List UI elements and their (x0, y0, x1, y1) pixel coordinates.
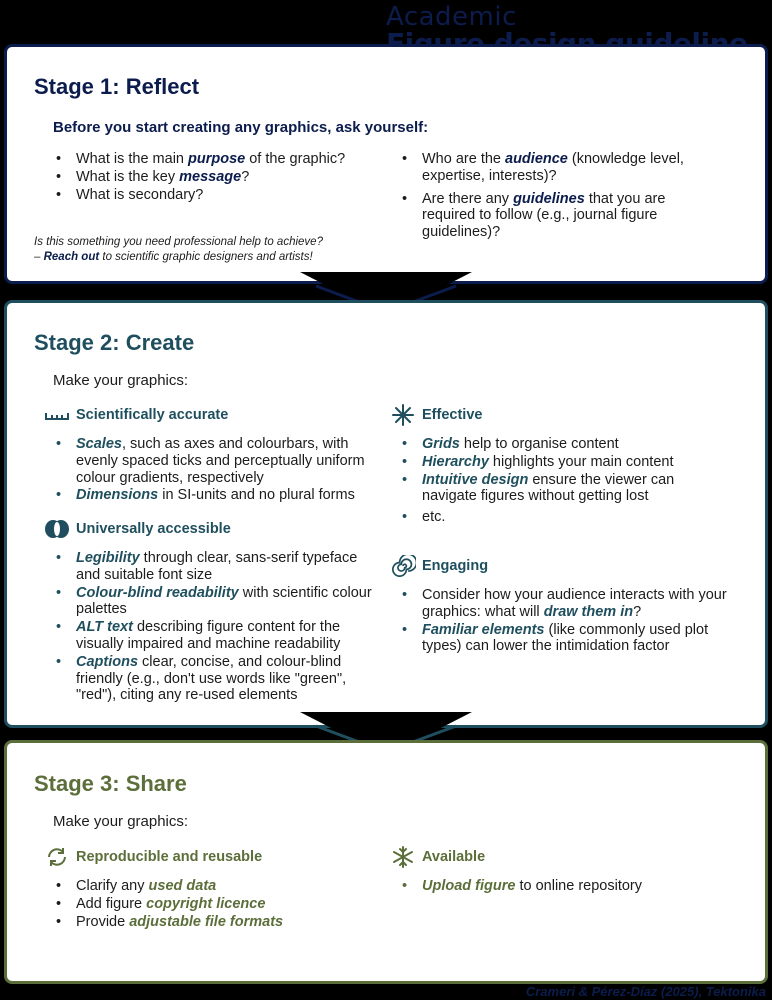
list-item: • Dimensions in SI-units and no plural forms (53, 487, 383, 504)
accessibility-icon (44, 518, 70, 540)
ruler-icon (44, 404, 70, 426)
list-item: • Grids help to organise content (399, 436, 719, 453)
stage3-title: Stage 3: Share (34, 771, 187, 796)
list-item: • Colour-blind readability with scientific colour palettes (53, 585, 383, 619)
snowflake-icon (390, 846, 416, 868)
accessible-heading: Universally accessible (44, 518, 231, 540)
stage3-panel (4, 740, 768, 984)
asterisk-icon (390, 404, 416, 426)
engaging-list (399, 587, 729, 656)
reproducible-heading: Reproducible and reusable (44, 846, 262, 868)
list-item: • Intuitive design ensure the viewer can navigate figures without getting lost (399, 472, 719, 506)
list-item: • Add figure copyright licence (53, 896, 383, 913)
stage1-intro: Before you start creating any graphics, ask yourself: (53, 119, 429, 136)
list-item: • Provide adjustable file formats (53, 914, 383, 931)
list-item: • Legibility through clear, sans-serif typeface and suitable font size (53, 550, 383, 584)
header-academic: Academic (386, 2, 517, 32)
accurate-heading: Scientifically accurate (44, 404, 228, 426)
list-item: • What is the key message? (53, 169, 383, 186)
list-item: • ALT text describing figure content for the visually impaired and machine readability (53, 619, 383, 653)
list-item: • Are there any guidelines that you are required to follow (e.g., journal figure guidelines)? (399, 191, 717, 241)
stage1-left-list (53, 151, 383, 204)
stage2-intro: Make your graphics: (53, 372, 189, 389)
stage1-panel (4, 44, 768, 284)
list-item: • Familiar elements (like commonly used plot types) can lower the intimidation factor (399, 622, 729, 656)
stage1-note: Is this something you need professional help to achieve? – Reach out to scientific graphic designers and artists! (34, 236, 323, 263)
stage2-panel (4, 300, 768, 728)
list-item: • What is secondary? (53, 187, 383, 204)
list-item: • Hierarchy highlights your main content (399, 454, 719, 471)
engaging-heading: Engaging (390, 555, 488, 577)
list-item: • Who are the audience (knowledge level, expertise, interests)? (399, 151, 717, 185)
list-item: • Consider how your audience interacts with your graphics: what will draw them in? (399, 587, 729, 621)
available-heading: Available (390, 846, 485, 868)
stage3-intro: Make your graphics: (53, 813, 189, 830)
stage1-right-list (399, 151, 717, 242)
list-item: • Captions clear, concise, and colour-blind friendly (e.g., don't use words like "green", "red"), citing any re-used elements (53, 654, 383, 704)
list-item: • What is the main purpose of the graphic? (53, 151, 383, 168)
stage2-title: Stage 2: Create (34, 330, 195, 355)
list-item: • Scales, such as axes and colourbars, with evenly spaced ticks and perceptually uniform colour gradients, respectively (53, 436, 383, 486)
spiral-icon (390, 555, 416, 577)
list-item: • Clarify any used data (53, 878, 383, 895)
available-list (399, 878, 719, 896)
list-item: • etc. (399, 509, 719, 526)
reproducible-list (53, 878, 383, 931)
accurate-list (53, 436, 383, 505)
stage1-title: Stage 1: Reflect (34, 74, 200, 99)
effective-list (399, 436, 719, 527)
list-item: • Upload figure to online repository (399, 878, 719, 895)
effective-heading: Effective (390, 404, 482, 426)
reach-out-link[interactable]: Reach out (43, 251, 100, 263)
citation-footer: Crameri & Pérez-Díaz (2025), Tektonika (525, 984, 766, 999)
refresh-icon (44, 846, 70, 868)
accessible-list (53, 550, 383, 705)
